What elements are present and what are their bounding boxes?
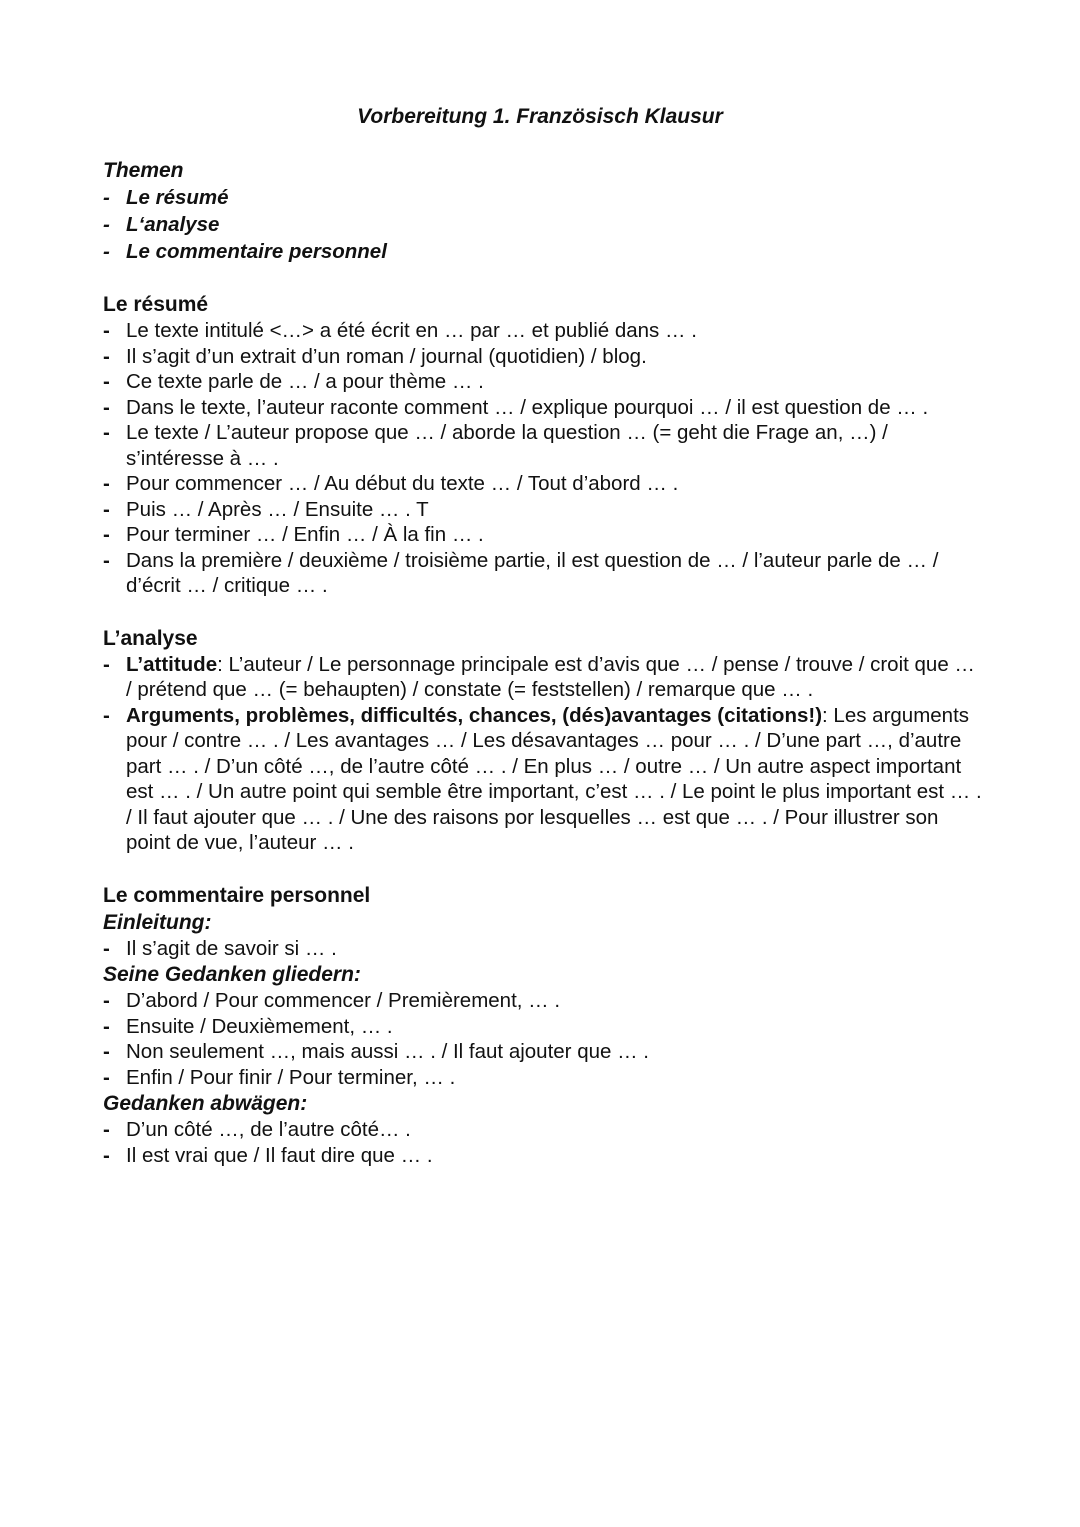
themen-list (103, 184, 983, 265)
list-item-lead: Arguments, problèmes, difficultés, chances, (dés)avantages (citations!) (126, 703, 823, 727)
resume-list (103, 318, 983, 599)
document-body (103, 157, 983, 1168)
subheading-abwaegen: Gedanken abwägen: (103, 1092, 308, 1115)
list-item-text: : Les arguments pour / contre … . / Les avantages … / Les désavantages … pour … . / D’une part …, d’autre part … . / D’un côté …, de l’autre côté … . / En plus … / outre … / Un autre aspect important est … . / Un autre point qui semble être important, c’est … . / Le point le plus important est … . / Il faut ajouter que … . / Une des raisons por lesquelles … est que … . / Pour illustrer son point de vue, l’auteur … . (126, 703, 982, 854)
list-item: - Il s’agit de savoir si … . (103, 936, 983, 962)
section-analyse (103, 625, 983, 856)
list-item: - L‘analyse (103, 211, 983, 238)
list-item: - Il est vrai que / Il faut dire que … . (103, 1143, 983, 1169)
list-item: - Pour terminer … / Enfin … / À la fin … . (103, 522, 983, 548)
list-item: - Dans le texte, l’auteur raconte comment … / explique pourquoi … / il est question de … . (103, 395, 983, 421)
section-heading-resume: Le résumé (103, 293, 209, 316)
list-item: - Non seulement …, mais aussi … . / Il faut ajouter que … . (103, 1039, 983, 1065)
list-item: - Le commentaire personnel (103, 238, 983, 265)
subheading-gliedern: Seine Gedanken gliedern: (103, 963, 361, 986)
list-item: - Pour commencer … / Au début du texte … / Tout d’abord … . (103, 471, 983, 497)
section-heading-analyse: L’analyse (103, 626, 198, 650)
analyse-list (103, 652, 983, 856)
section-themen (103, 157, 983, 265)
list-item: - Ce texte parle de … / a pour thème … . (103, 369, 983, 395)
section-resume (103, 291, 983, 599)
list-item-text: : L’auteur / Le personnage principale est d’avis que … / pense / trouve / croit que … / prétend que … (= behaupten) / constate (= feststellen) / remarque que … . (126, 652, 975, 701)
einleitung-list (103, 936, 983, 962)
section-heading-themen: Themen (103, 159, 184, 182)
list-item (103, 652, 983, 703)
section-heading-commentaire: Le commentaire personnel (103, 883, 371, 907)
page-title: Vorbereitung 1. Französisch Klausur (357, 105, 723, 128)
subheading-einleitung: Einleitung: (103, 910, 212, 934)
list-item: - Le résumé (103, 184, 983, 211)
list-item-lead: L’attitude (126, 652, 218, 676)
list-item: - Dans la première / deuxième / troisième partie, il est question de … / l’auteur parle de … / d’écrit … / critique … . (103, 548, 983, 599)
gliedern-list (103, 988, 983, 1090)
section-commentaire (103, 882, 983, 1169)
list-item: - Il s’agit d’un extrait d’un roman / journal (quotidien) / blog. (103, 344, 983, 370)
list-item: - D’abord / Pour commencer / Premièrement, … . (103, 988, 983, 1014)
list-item: - D’un côté …, de l’autre côté… . (103, 1117, 983, 1143)
list-item: - Le texte intitulé <…> a été écrit en … par … et publié dans … . (103, 318, 983, 344)
list-item: - Ensuite / Deuxièmement, … . (103, 1014, 983, 1040)
list-item: - Le texte / L’auteur propose que … / aborde la question … (= geht die Frage an, …) / s’intéresse à … . (103, 420, 983, 471)
list-item: - Puis … / Après … / Ensuite … . T (103, 497, 983, 523)
abwaegen-list (103, 1117, 983, 1168)
section-spacer (103, 599, 983, 625)
list-item: - Enfin / Pour finir / Pour terminer, … . (103, 1065, 983, 1091)
section-spacer (103, 265, 983, 291)
section-spacer (103, 856, 983, 882)
list-item (103, 703, 983, 856)
